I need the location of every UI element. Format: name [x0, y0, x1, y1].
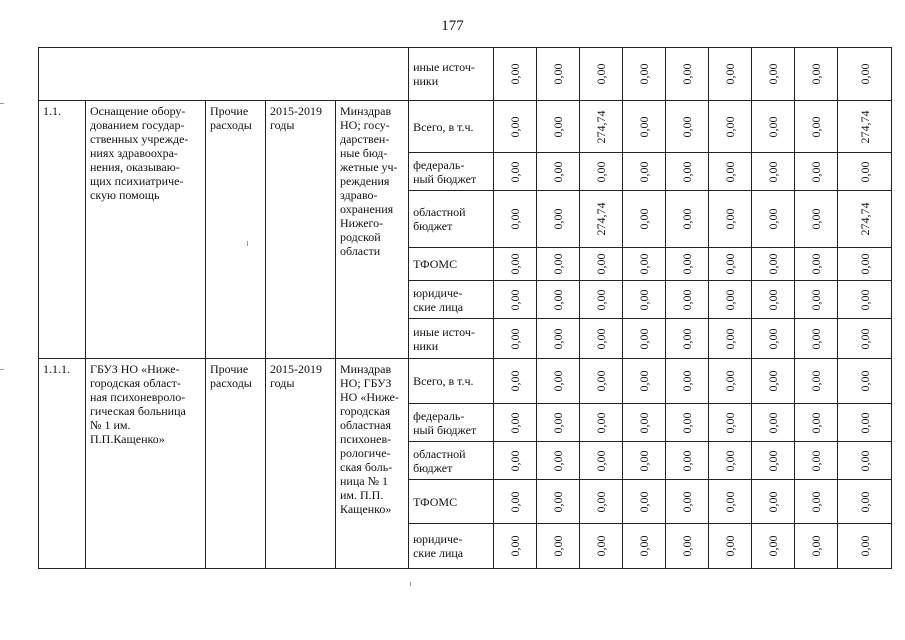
amount-value: 0,00	[809, 370, 824, 392]
amount-value: 274,74	[594, 110, 609, 143]
amount-cell	[795, 101, 838, 153]
amount-cell	[709, 191, 752, 248]
amount-value: 0,00	[723, 161, 738, 182]
amount-value: 0,00	[637, 450, 652, 471]
amount-cell	[580, 191, 623, 248]
amount-cell	[795, 153, 838, 191]
amount-cell	[795, 404, 838, 442]
amount-cell	[752, 404, 795, 442]
executor-text: Минздрав НО; госу- дарствен- ные бюд- жетные уч- реждения здраво- охранения Нижего- родской области	[340, 104, 398, 258]
amount-value: 0,00	[680, 116, 695, 137]
budget-table	[38, 47, 892, 569]
amount-value: 0,00	[766, 161, 781, 182]
amount-value: 0,00	[551, 535, 566, 557]
amount-cell	[838, 48, 892, 101]
amount-value: 0,00	[594, 535, 609, 557]
amount-cell	[795, 281, 838, 319]
amount-value: 0,00	[680, 161, 695, 182]
amount-cell	[494, 524, 537, 569]
amount-value: 0,00	[723, 253, 738, 275]
funding-source-cell	[409, 404, 494, 442]
amount-value: 0,00	[680, 289, 695, 310]
amount-value: 0,00	[766, 370, 781, 392]
amount-cell	[580, 248, 623, 281]
amount-cell	[623, 153, 666, 191]
amount-value: 0,00	[857, 253, 872, 275]
amount-value: 0,00	[809, 161, 824, 182]
amount-cell	[623, 442, 666, 480]
amount-cell	[623, 48, 666, 101]
amount-value: 0,00	[809, 412, 824, 433]
table-row	[39, 359, 892, 404]
amount-cell	[623, 101, 666, 153]
amount-cell	[666, 359, 709, 404]
amount-value: 0,00	[809, 289, 824, 310]
amount-value: 0,00	[508, 116, 523, 137]
funding-source-label: Всего, в т.ч.	[413, 374, 474, 388]
amount-value: 0,00	[723, 450, 738, 471]
amount-cell	[623, 319, 666, 359]
amount-value: 274,74	[857, 110, 872, 143]
amount-cell	[666, 191, 709, 248]
amount-cell	[752, 191, 795, 248]
amount-cell	[580, 153, 623, 191]
amount-value: 0,00	[809, 491, 824, 512]
expense-type-cell	[206, 101, 266, 359]
amount-cell	[494, 48, 537, 101]
amount-cell	[709, 281, 752, 319]
amount-cell	[494, 404, 537, 442]
amount-value: 0,00	[809, 253, 824, 275]
funding-source-cell	[409, 153, 494, 191]
amount-cell	[494, 101, 537, 153]
table-row	[39, 48, 892, 101]
amount-value: 0,00	[857, 63, 872, 85]
amount-value: 0,00	[857, 412, 872, 433]
amount-cell	[623, 281, 666, 319]
amount-cell	[580, 404, 623, 442]
amount-value: 0,00	[551, 161, 566, 182]
amount-cell	[838, 101, 892, 153]
amount-cell	[838, 248, 892, 281]
amount-value: 0,00	[508, 161, 523, 182]
executor-text: Минздрав НО; ГБУЗ НО «Ниже- городская областная психонев- рологиче- ская боль- ница № 1 им. П.П. Кащенко»	[340, 362, 399, 516]
amount-cell	[752, 359, 795, 404]
amount-cell	[580, 48, 623, 101]
amount-cell	[666, 404, 709, 442]
scan-mark	[410, 582, 411, 586]
amount-cell	[494, 191, 537, 248]
amount-value: 0,00	[723, 370, 738, 392]
amount-value: 0,00	[723, 491, 738, 512]
funding-source-label: федераль- ный бюджет	[413, 408, 477, 437]
amount-value: 0,00	[680, 491, 695, 512]
amount-cell	[795, 319, 838, 359]
funding-source-label: ТФОМС	[413, 494, 458, 509]
amount-value: 0,00	[766, 412, 781, 433]
amount-cell	[494, 480, 537, 524]
amount-value: 0,00	[809, 116, 824, 137]
page-number: 177	[441, 18, 464, 34]
amount-cell	[752, 101, 795, 153]
executor-cell	[336, 359, 409, 569]
funding-source-label: юридиче- ские лица	[413, 285, 464, 314]
amount-value: 0,00	[766, 63, 781, 85]
amount-value: 0,00	[723, 412, 738, 433]
amount-value: 0,00	[766, 328, 781, 349]
amount-cell	[709, 524, 752, 569]
funding-source-cell	[409, 359, 494, 404]
amount-cell	[709, 404, 752, 442]
amount-value: 0,00	[508, 450, 523, 471]
amount-cell	[580, 359, 623, 404]
amount-value: 0,00	[766, 116, 781, 137]
amount-cell	[666, 101, 709, 153]
expense-type-cell	[206, 359, 266, 569]
amount-value: 0,00	[723, 63, 738, 85]
item-number-cell	[39, 101, 86, 359]
amount-cell	[709, 48, 752, 101]
amount-value: 0,00	[857, 370, 872, 392]
amount-value: 0,00	[809, 328, 824, 349]
amount-cell	[537, 101, 580, 153]
amount-cell	[752, 319, 795, 359]
amount-value: 0,00	[594, 289, 609, 310]
amount-cell	[580, 480, 623, 524]
amount-cell	[580, 442, 623, 480]
period-cell	[266, 101, 336, 359]
amount-value: 0,00	[809, 63, 824, 85]
amount-value: 0,00	[551, 412, 566, 433]
amount-cell	[709, 442, 752, 480]
item-number-cell	[39, 359, 86, 569]
amount-cell	[580, 281, 623, 319]
scan-mark	[0, 103, 4, 104]
amount-cell	[494, 319, 537, 359]
amount-cell	[795, 248, 838, 281]
funding-source-cell	[409, 281, 494, 319]
amount-value: 0,00	[594, 491, 609, 512]
amount-value: 0,00	[766, 253, 781, 275]
item-name-text: ГБУЗ НО «Ниже- городская област- ная психоневроло- гическая больница № 1 им. П.П.Кащенко»	[90, 362, 186, 446]
funding-source-cell	[409, 191, 494, 248]
amount-cell	[580, 101, 623, 153]
amount-value: 0,00	[857, 450, 872, 471]
amount-value: 0,00	[857, 328, 872, 349]
amount-cell	[537, 442, 580, 480]
amount-value: 0,00	[857, 491, 872, 512]
amount-value: 0,00	[723, 289, 738, 310]
amount-value: 0,00	[723, 116, 738, 137]
funding-source-label: областной бюджет	[413, 205, 466, 233]
amount-cell	[752, 442, 795, 480]
amount-value: 0,00	[551, 63, 566, 85]
amount-cell	[537, 319, 580, 359]
item-number-text: 1.1.	[43, 104, 61, 118]
amount-cell	[709, 153, 752, 191]
empty-header-cell	[39, 48, 409, 101]
amount-cell	[838, 281, 892, 319]
amount-value: 0,00	[594, 450, 609, 471]
amount-cell	[623, 404, 666, 442]
amount-value: 0,00	[508, 370, 523, 392]
amount-value: 0,00	[857, 535, 872, 557]
amount-value: 0,00	[594, 63, 609, 85]
amount-value: 0,00	[637, 412, 652, 433]
amount-value: 0,00	[637, 63, 652, 85]
amount-value: 0,00	[766, 208, 781, 230]
amount-cell	[709, 101, 752, 153]
amount-value: 0,00	[680, 370, 695, 392]
amount-cell	[623, 480, 666, 524]
item-name-cell	[86, 359, 206, 569]
amount-value: 0,00	[637, 535, 652, 557]
amount-value: 0,00	[594, 161, 609, 182]
amount-cell	[666, 248, 709, 281]
amount-cell	[537, 191, 580, 248]
amount-cell	[494, 359, 537, 404]
amount-value: 0,00	[508, 328, 523, 349]
amount-value: 0,00	[680, 253, 695, 275]
funding-source-label: Всего, в т.ч.	[413, 119, 474, 134]
amount-cell	[666, 153, 709, 191]
amount-cell	[709, 480, 752, 524]
amount-cell	[795, 442, 838, 480]
amount-value: 0,00	[723, 535, 738, 557]
amount-value: 0,00	[680, 328, 695, 349]
amount-value: 0,00	[766, 491, 781, 512]
amount-cell	[666, 281, 709, 319]
amount-cell	[580, 524, 623, 569]
amount-cell	[795, 480, 838, 524]
period-cell	[266, 359, 336, 569]
amount-value: 0,00	[508, 491, 523, 512]
funding-source-cell	[409, 524, 494, 569]
amount-value: 0,00	[551, 370, 566, 392]
amount-cell	[795, 191, 838, 248]
amount-cell	[623, 524, 666, 569]
amount-cell	[838, 404, 892, 442]
amount-cell	[838, 153, 892, 191]
amount-value: 0,00	[637, 116, 652, 137]
amount-cell	[537, 524, 580, 569]
amount-value: 0,00	[508, 63, 523, 85]
amount-cell	[666, 48, 709, 101]
amount-cell	[494, 248, 537, 281]
expense-type-text: Прочие расходы	[210, 104, 252, 132]
scan-mark	[0, 369, 4, 370]
amount-value: 0,00	[680, 535, 695, 557]
amount-value: 0,00	[508, 253, 523, 275]
amount-cell	[537, 48, 580, 101]
amount-cell	[752, 153, 795, 191]
funding-source-cell	[409, 48, 494, 101]
amount-value: 0,00	[594, 328, 609, 349]
item-name-cell	[86, 101, 206, 359]
amount-cell	[838, 524, 892, 569]
amount-value: 274,74	[857, 202, 872, 236]
amount-cell	[752, 480, 795, 524]
amount-cell	[795, 359, 838, 404]
amount-value: 0,00	[508, 412, 523, 433]
amount-cell	[752, 524, 795, 569]
period-text: 2015-2019 годы	[270, 362, 322, 390]
funding-source-label: иные источ- ники	[413, 60, 475, 88]
amount-value: 0,00	[551, 328, 566, 349]
amount-cell	[795, 524, 838, 569]
amount-cell	[838, 480, 892, 524]
funding-source-cell	[409, 101, 494, 153]
amount-value: 0,00	[680, 450, 695, 471]
amount-value: 274,74	[594, 202, 609, 236]
amount-cell	[537, 248, 580, 281]
amount-cell	[494, 153, 537, 191]
amount-cell	[838, 359, 892, 404]
amount-value: 0,00	[637, 253, 652, 275]
funding-source-label: федераль- ный бюджет	[413, 157, 477, 186]
amount-value: 0,00	[637, 289, 652, 310]
amount-value: 0,00	[551, 450, 566, 471]
amount-cell	[795, 48, 838, 101]
amount-value: 0,00	[680, 208, 695, 230]
amount-value: 0,00	[809, 450, 824, 471]
funding-source-cell	[409, 248, 494, 281]
scan-mark	[247, 241, 248, 246]
amount-value: 0,00	[857, 161, 872, 182]
amount-cell	[537, 281, 580, 319]
amount-value: 0,00	[809, 208, 824, 230]
executor-cell	[336, 101, 409, 359]
expense-type-text: Прочие расходы	[210, 362, 252, 390]
amount-cell	[537, 153, 580, 191]
amount-cell	[709, 248, 752, 281]
amount-value: 0,00	[551, 208, 566, 230]
amount-cell	[838, 319, 892, 359]
amount-cell	[838, 191, 892, 248]
amount-value: 0,00	[551, 491, 566, 512]
amount-value: 0,00	[551, 289, 566, 310]
funding-source-label: областной бюджет	[413, 446, 466, 475]
amount-value: 0,00	[594, 253, 609, 275]
amount-cell	[494, 442, 537, 480]
funding-source-label: юридиче- ские лица	[413, 532, 464, 560]
amount-value: 0,00	[508, 289, 523, 310]
amount-cell	[838, 442, 892, 480]
amount-cell	[666, 319, 709, 359]
funding-source-cell	[409, 442, 494, 480]
amount-value: 0,00	[766, 535, 781, 557]
funding-source-cell	[409, 480, 494, 524]
amount-value: 0,00	[551, 253, 566, 275]
amount-value: 0,00	[594, 370, 609, 392]
amount-cell	[623, 191, 666, 248]
amount-cell	[752, 281, 795, 319]
amount-cell	[580, 319, 623, 359]
amount-cell	[666, 442, 709, 480]
funding-source-label: иные источ- ники	[413, 324, 475, 353]
amount-cell	[537, 359, 580, 404]
period-text: 2015-2019 годы	[270, 104, 322, 132]
amount-cell	[709, 319, 752, 359]
amount-value: 0,00	[723, 208, 738, 230]
amount-value: 0,00	[723, 328, 738, 349]
amount-cell	[494, 281, 537, 319]
amount-cell	[666, 524, 709, 569]
amount-value: 0,00	[551, 116, 566, 137]
amount-value: 0,00	[766, 289, 781, 310]
item-name-text: Оснащение обору- дованием государ- ственных учрежде- ниях здравоохра- нения, оказываю- щих психиатриче- скую помощь	[90, 104, 189, 202]
amount-value: 0,00	[766, 450, 781, 471]
amount-value: 0,00	[809, 535, 824, 557]
amount-value: 0,00	[637, 491, 652, 512]
item-number-text: 1.1.1.	[43, 362, 70, 376]
amount-value: 0,00	[857, 289, 872, 310]
table-row	[39, 101, 892, 153]
funding-source-label: ТФОМС	[413, 257, 458, 271]
amount-cell	[752, 48, 795, 101]
amount-cell	[709, 359, 752, 404]
amount-cell	[666, 480, 709, 524]
amount-value: 0,00	[637, 161, 652, 182]
amount-value: 0,00	[637, 208, 652, 230]
amount-cell	[752, 248, 795, 281]
amount-value: 0,00	[594, 412, 609, 433]
amount-cell	[537, 480, 580, 524]
amount-cell	[623, 248, 666, 281]
amount-value: 0,00	[637, 370, 652, 392]
amount-value: 0,00	[508, 535, 523, 557]
amount-cell	[537, 404, 580, 442]
amount-value: 0,00	[680, 412, 695, 433]
amount-value: 0,00	[680, 63, 695, 85]
amount-value: 0,00	[508, 208, 523, 230]
amount-value: 0,00	[637, 328, 652, 349]
amount-cell	[623, 359, 666, 404]
funding-source-cell	[409, 319, 494, 359]
